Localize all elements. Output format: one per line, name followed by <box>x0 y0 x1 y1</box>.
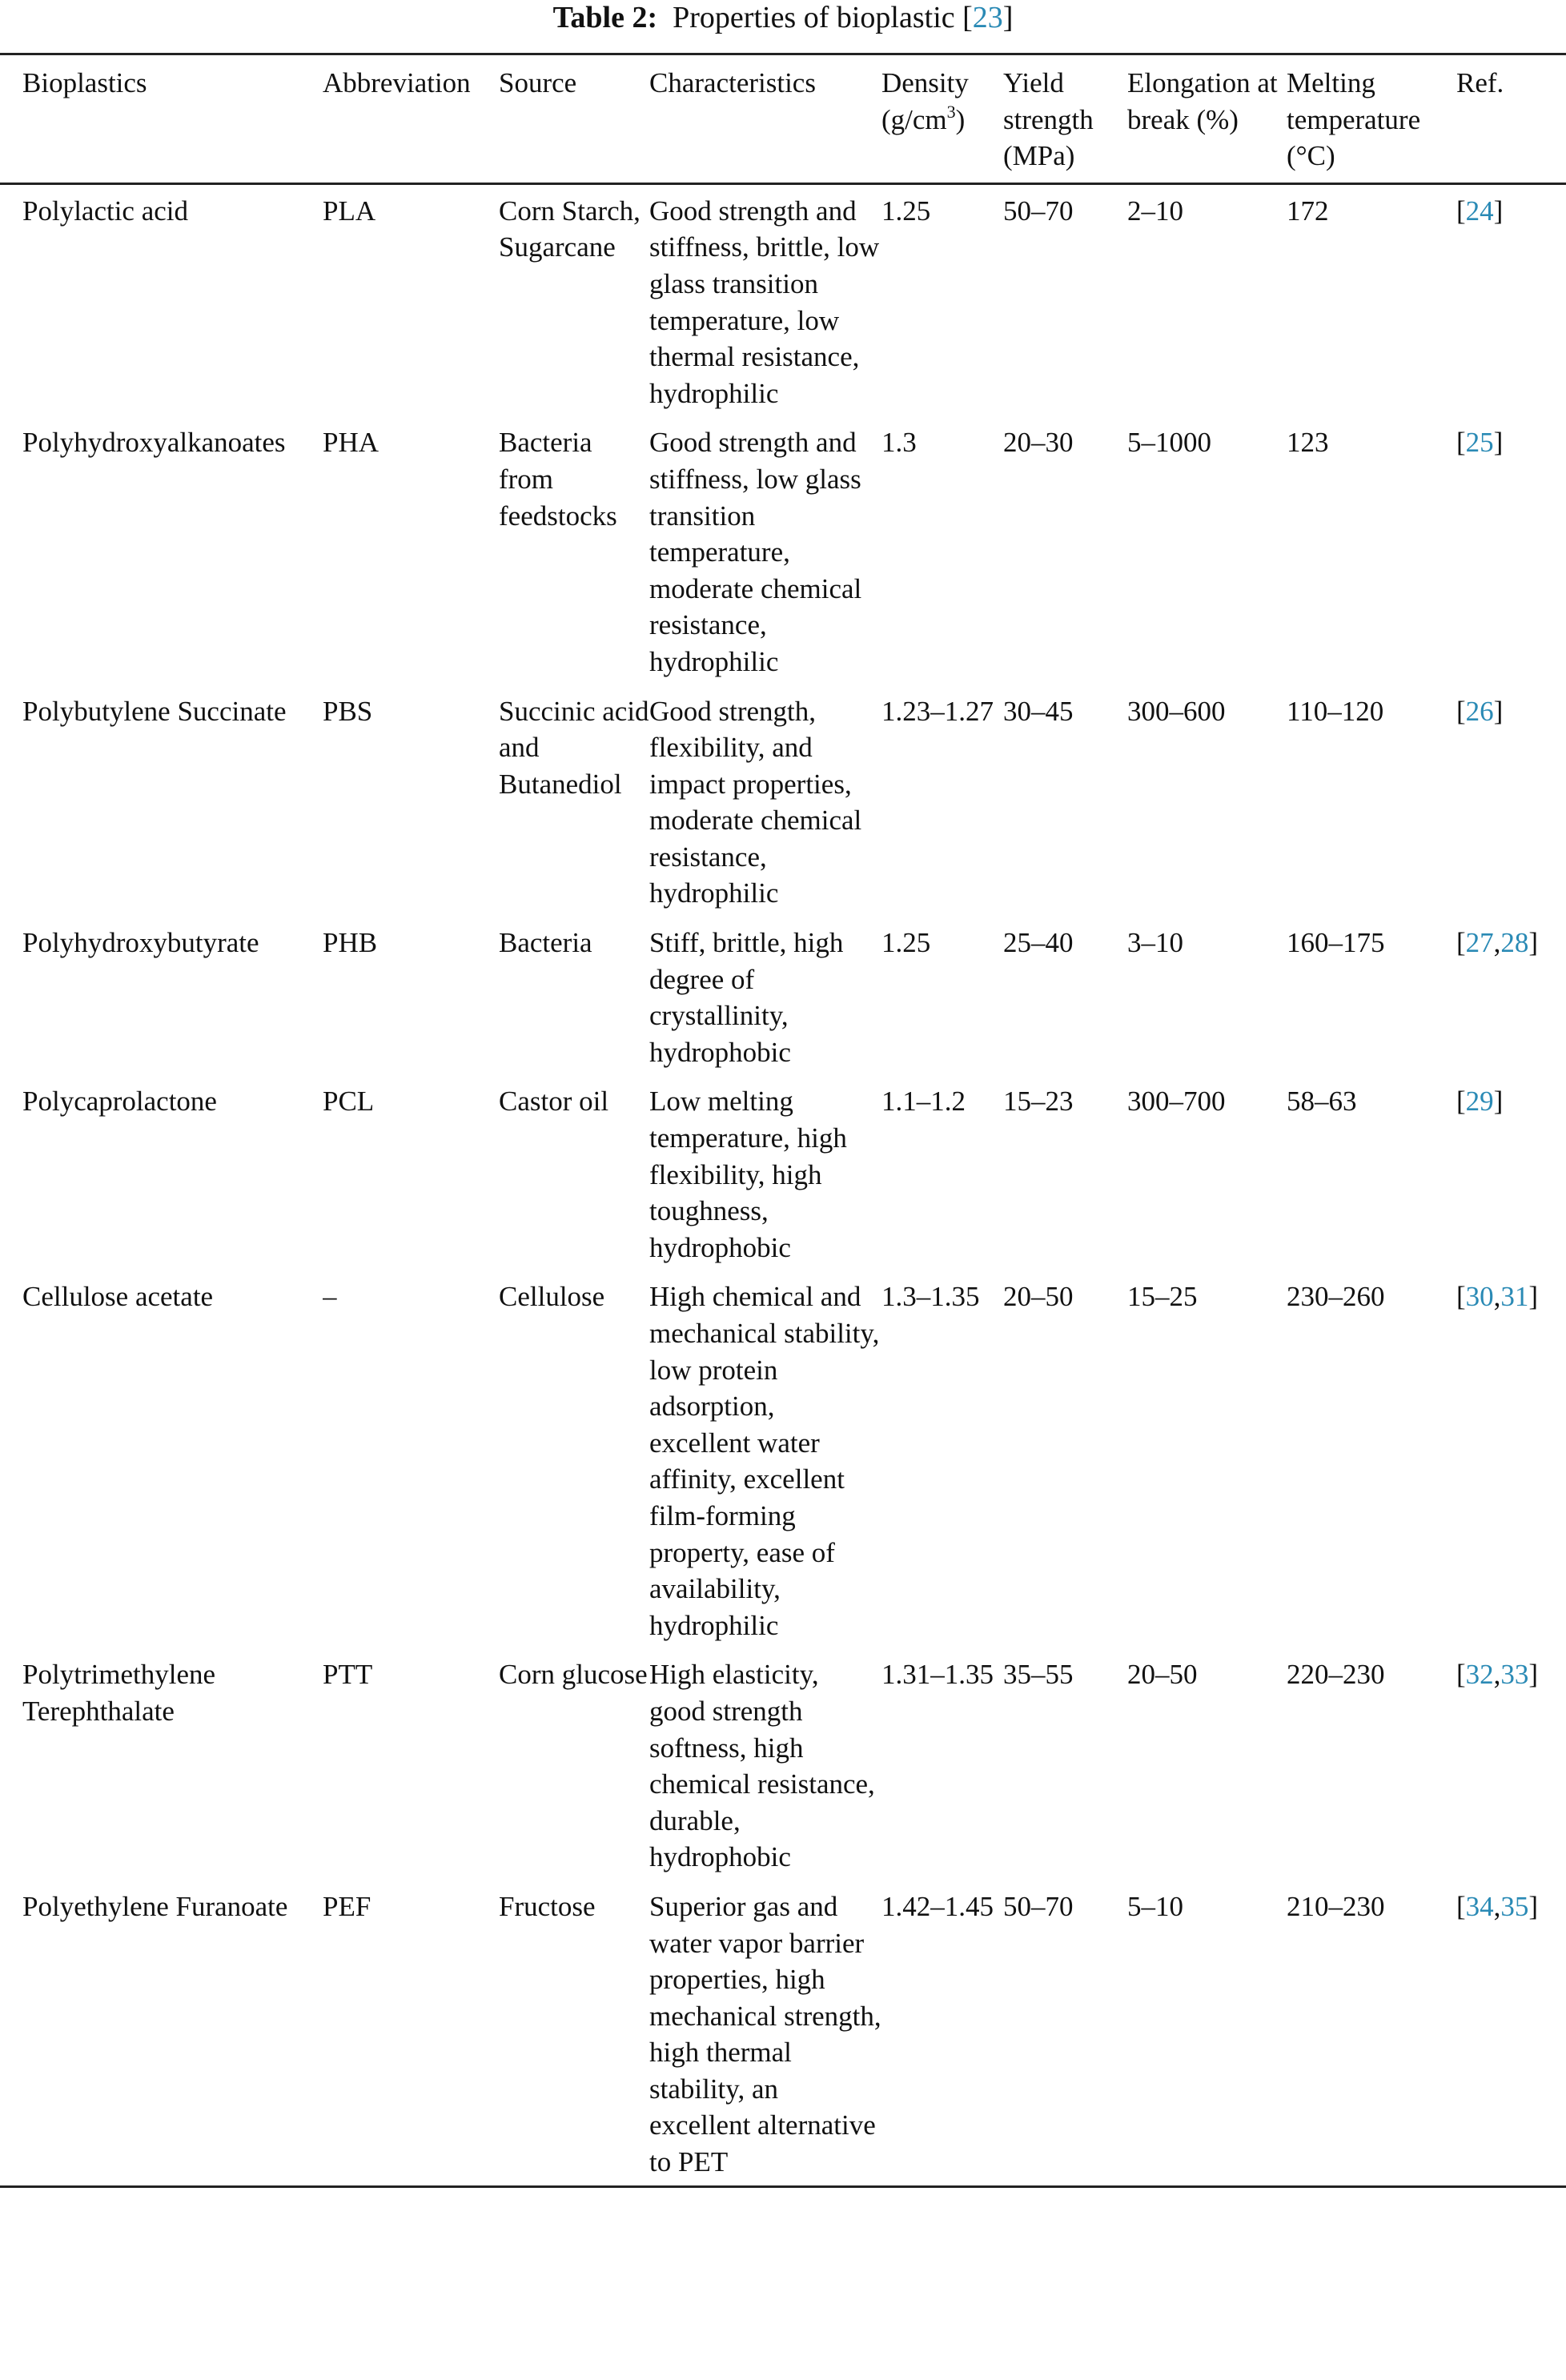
ref-link[interactable]: 25 <box>1465 427 1494 459</box>
cell-elongation: 300–600 <box>1127 695 1226 727</box>
cell-elongation: 300–700 <box>1127 1086 1226 1118</box>
cell-density: 1.3–1.35 <box>881 1281 980 1313</box>
table-caption <box>0 0 1566 48</box>
cell-source: Bacteria from feedstocks <box>499 427 617 532</box>
cell-ref <box>1456 1075 1566 1270</box>
ref-link[interactable]: 33 <box>1500 1659 1529 1691</box>
cell-characteristics: High elasticity, good strength softness, high chemical resistance, durable, hydrophobic <box>649 1659 875 1873</box>
cell-source: Corn glucose <box>499 1659 648 1691</box>
cell-bioplastic: Polybutylene Succinate <box>22 695 287 727</box>
cell-melting-temperature: 172 <box>1287 195 1329 227</box>
cell-bioplastic: Polycaprolactone <box>22 1086 217 1118</box>
cell-abbreviation: PLA <box>323 195 376 227</box>
header-density <box>881 54 1003 184</box>
caption-text: Properties of bioplastic [ <box>673 1 973 34</box>
header-characteristics: Characteristics <box>649 67 816 98</box>
cell-melting-temperature: 58–63 <box>1287 1086 1357 1118</box>
cell-melting-temperature: 123 <box>1287 427 1329 459</box>
cell-melting-temperature: 210–230 <box>1287 1890 1385 1922</box>
cell-yield-strength: 50–70 <box>1003 195 1074 227</box>
cell-elongation: 15–25 <box>1127 1281 1198 1313</box>
cell-source: Fructose <box>499 1890 596 1922</box>
table-row <box>0 1270 1566 1648</box>
cell-ref <box>1456 1270 1566 1648</box>
cell-ref <box>1456 917 1566 1075</box>
cell-melting-temperature: 160–175 <box>1287 927 1385 959</box>
cell-density: 1.23–1.27 <box>881 695 994 727</box>
cell-yield-strength: 20–50 <box>1003 1281 1074 1313</box>
cell-melting-temperature: 220–230 <box>1287 1659 1385 1691</box>
cell-source: Bacteria <box>499 927 592 959</box>
ref-link[interactable]: 34 <box>1465 1890 1494 1922</box>
cell-ref <box>1456 1648 1566 1880</box>
cell-yield-strength: 30–45 <box>1003 695 1074 727</box>
ref-link[interactable]: 35 <box>1500 1890 1529 1922</box>
cell-bioplastic: Polyhydroxybutyrate <box>22 927 259 959</box>
ref-link[interactable]: 31 <box>1500 1281 1529 1313</box>
ref-bracket-open: [ <box>1456 1086 1466 1118</box>
ref-link[interactable]: 24 <box>1465 195 1494 227</box>
header-density-sup: 3 <box>946 101 956 122</box>
ref-bracket-close: ] <box>1528 927 1539 959</box>
table-row <box>0 1648 1566 1880</box>
header-row <box>0 54 1566 184</box>
ref-link[interactable]: 29 <box>1465 1086 1494 1118</box>
cell-melting-temperature: 230–260 <box>1287 1281 1385 1313</box>
cell-density: 1.3 <box>881 427 917 459</box>
cell-yield-strength: 25–40 <box>1003 927 1074 959</box>
cell-bioplastic: Polyethylene Furanoate <box>22 1890 288 1922</box>
ref-bracket-open: [ <box>1456 1890 1466 1922</box>
ref-separator: , <box>1493 927 1501 959</box>
cell-source: Castor oil <box>499 1086 609 1118</box>
table-row <box>0 1880 1566 2186</box>
cell-density: 1.25 <box>881 927 931 959</box>
cell-melting-temperature: 110–120 <box>1287 695 1384 727</box>
table-row <box>0 416 1566 684</box>
cell-abbreviation: PTT <box>323 1659 373 1691</box>
ref-bracket-close: ] <box>1493 695 1504 727</box>
ref-bracket-open: [ <box>1456 427 1466 459</box>
cell-elongation: 20–50 <box>1127 1659 1198 1691</box>
header-melting-temperature: Melting temperature (°C) <box>1287 67 1421 172</box>
cell-abbreviation: – <box>323 1281 337 1313</box>
ref-link[interactable]: 32 <box>1465 1659 1494 1691</box>
cell-characteristics: High chemical and mechanical stability, low protein adsorption, excellent water affinity, excellent film-forming property, ease of availability, hydrophilic <box>649 1281 880 1641</box>
header-source: Source <box>499 67 577 98</box>
cell-abbreviation: PCL <box>323 1086 375 1118</box>
cell-bioplastic: Polylactic acid <box>22 195 189 227</box>
header-density-close: ) <box>955 103 966 135</box>
ref-bracket-open: [ <box>1456 195 1466 227</box>
cell-ref <box>1456 416 1566 684</box>
table-row <box>0 917 1566 1075</box>
caption-ref-link[interactable]: 23 <box>972 1 1003 34</box>
ref-bracket-open: [ <box>1456 1281 1466 1313</box>
cell-density: 1.1–1.2 <box>881 1086 966 1118</box>
cell-characteristics: Good strength, flexibility, and impact properties, moderate chemical resistance, hydrophilic <box>649 695 862 909</box>
ref-link[interactable]: 26 <box>1465 695 1494 727</box>
ref-separator: , <box>1493 1281 1501 1313</box>
ref-bracket-close: ] <box>1528 1659 1539 1691</box>
ref-bracket-open: [ <box>1456 927 1466 959</box>
caption-label: Table 2: <box>552 1 658 34</box>
header-ref: Ref. <box>1456 67 1504 98</box>
header-bioplastics: Bioplastics <box>22 67 147 98</box>
cell-elongation: 2–10 <box>1127 195 1183 227</box>
cell-bioplastic: Polytrimethylene Terephthalate <box>22 1659 216 1727</box>
cell-abbreviation: PBS <box>323 695 373 727</box>
header-abbreviation: Abbreviation <box>323 67 471 98</box>
cell-yield-strength: 20–30 <box>1003 427 1074 459</box>
cell-abbreviation: PHB <box>323 927 378 959</box>
table-row <box>0 1075 1566 1270</box>
ref-bracket-close: ] <box>1493 195 1504 227</box>
table-row <box>0 685 1566 917</box>
ref-bracket-close: ] <box>1528 1281 1539 1313</box>
ref-link[interactable]: 27 <box>1465 927 1494 959</box>
cell-yield-strength: 50–70 <box>1003 1890 1074 1922</box>
ref-bracket-open: [ <box>1456 695 1466 727</box>
ref-separator: , <box>1493 1890 1501 1922</box>
cell-ref <box>1456 1880 1566 2186</box>
cell-abbreviation: PHA <box>323 427 379 459</box>
ref-bracket-close: ] <box>1528 1890 1539 1922</box>
header-density-text: Density (g/cm <box>881 67 969 135</box>
cell-source: Corn Starch, Sugarcane <box>499 195 640 263</box>
cell-characteristics: Good strength and stiffness, brittle, low glass transition temperature, low thermal resistance, hydrophilic <box>649 195 880 409</box>
cell-source: Cellulose <box>499 1281 605 1313</box>
ref-bracket-close: ] <box>1493 1086 1504 1118</box>
cell-characteristics: Low melting temperature, high flexibility, high toughness, hydrophobic <box>649 1086 847 1263</box>
cell-characteristics: Good strength and stiffness, low glass transition temperature, moderate chemical resistance, hydrophilic <box>649 427 862 677</box>
table-row <box>0 183 1566 416</box>
cell-characteristics: Superior gas and water vapor barrier properties, high mechanical strength, high thermal stability, an excellent alternative to PET <box>649 1890 881 2178</box>
cell-yield-strength: 35–55 <box>1003 1659 1074 1691</box>
cell-elongation: 5–10 <box>1127 1890 1183 1922</box>
cell-abbreviation: PEF <box>323 1890 371 1922</box>
ref-bracket-open: [ <box>1456 1659 1466 1691</box>
cell-characteristics: Stiff, brittle, high degree of crystallinity, hydrophobic <box>649 927 844 1068</box>
ref-link[interactable]: 28 <box>1500 927 1529 959</box>
cell-ref <box>1456 685 1566 917</box>
cell-density: 1.42–1.45 <box>881 1890 994 1922</box>
cell-elongation: 5–1000 <box>1127 427 1211 459</box>
cell-ref <box>1456 183 1566 416</box>
table-body <box>0 183 1566 2186</box>
header-elongation: Elongation at break (%) <box>1127 67 1278 135</box>
properties-table <box>0 53 1566 2188</box>
header-yield-strength: Yield strength (MPa) <box>1003 67 1094 172</box>
cell-density: 1.31–1.35 <box>881 1659 994 1691</box>
ref-link[interactable]: 30 <box>1465 1281 1494 1313</box>
cell-density: 1.25 <box>881 195 931 227</box>
cell-bioplastic: Polyhydroxyalkanoates <box>22 427 286 459</box>
ref-bracket-close: ] <box>1493 427 1504 459</box>
cell-yield-strength: 15–23 <box>1003 1086 1074 1118</box>
cell-elongation: 3–10 <box>1127 927 1183 959</box>
ref-separator: , <box>1493 1659 1501 1691</box>
cell-source: Succinic acid and Butanediol <box>499 695 649 800</box>
cell-bioplastic: Cellulose acetate <box>22 1281 214 1313</box>
caption-close: ] <box>1002 1 1014 34</box>
